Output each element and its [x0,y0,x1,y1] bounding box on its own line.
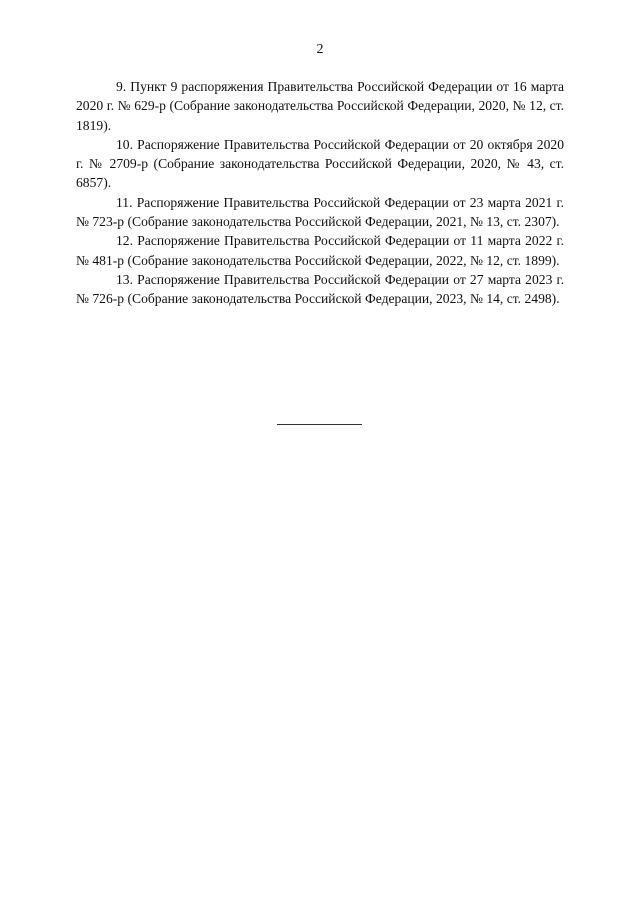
document-item-9: 9. Пункт 9 распоряжения Правительства Российской Федерации от 16 марта 2020 г. № 629-р (Собрание законодательства Российской Федерации, 2020, № 12, ст. 1819). [76,79,564,133]
document-item-list [76,77,564,309]
document-item-11: 11. Распоряжение Правительства Российской Федерации от 23 марта 2021 г. № 723-р (Собрание законодательства Российской Федерации, 2021, № 13, ст. 2307). [76,194,564,230]
document-item-12: 12. Распоряжение Правительства Российской Федерации от 11 марта 2022 г. № 481-р (Собрание законодательства Российской Федерации, 2022, № 12, ст. 1899). [76,233,564,268]
document-item-13: 13. Распоряжение Правительства Российской Федерации от 27 марта 2023 г. № 726-р (Собрание законодательства Российской Федерации, 2023, № 14, ст. 2498). [76,271,564,307]
end-separator-line [277,424,362,425]
page-number: 2 [316,42,324,57]
document-item-10: 10. Распоряжение Правительства Российской Федерации от 20 октября 2020 г. № 2709-р (Собрание законодательства Российской Федерации, 2020, № 43, ст. 6857). [76,136,564,191]
